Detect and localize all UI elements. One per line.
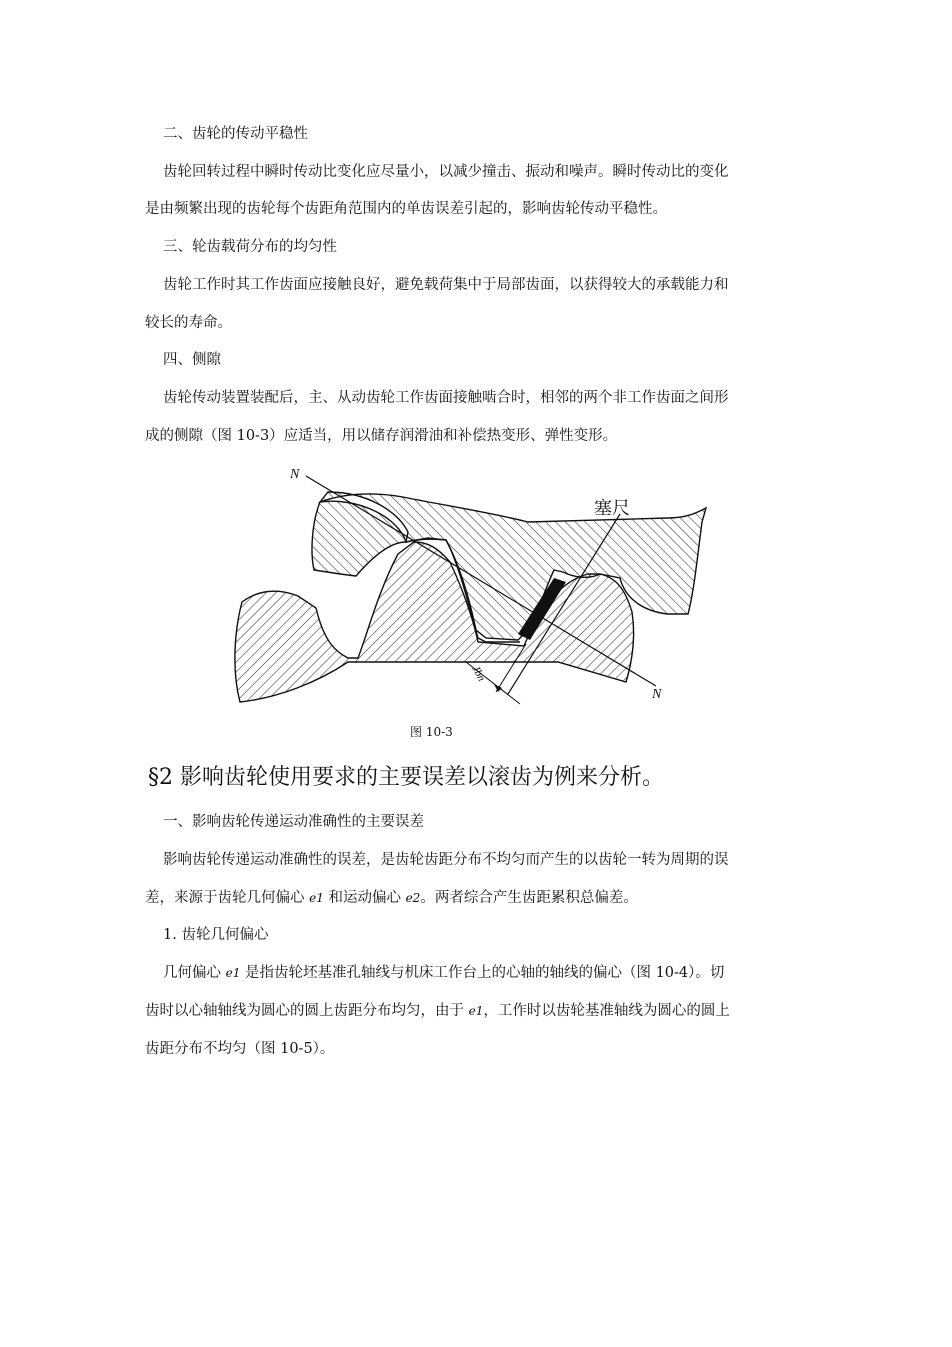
label-feeler-gauge: 塞尺 bbox=[594, 498, 630, 519]
paragraph-line: 齿距分布不均匀（图 10-5）。 bbox=[145, 1041, 335, 1057]
text-run: 差，来源于齿轮几何偏心 bbox=[145, 890, 305, 906]
variable-e1: e1 bbox=[468, 1004, 484, 1018]
paragraph-line bbox=[163, 963, 833, 983]
subsection-title-transmission-accuracy: 一、影响齿轮传递运动准确性的主要误差 bbox=[163, 814, 424, 830]
label-n-bottom: N bbox=[652, 687, 662, 702]
section-title-backlash: 四、侧隙 bbox=[163, 352, 221, 368]
text-run: 。两者综合产生齿距累积总偏差。 bbox=[420, 890, 638, 906]
section-heading-main-errors: §2 影响齿轮使用要求的主要误差以滚齿为例来分析。 bbox=[148, 765, 664, 790]
paragraph-line: 影响齿轮传递运动准确性的误差，是齿轮齿距分布不均匀而产生的以齿轮一转为周期的误 bbox=[163, 852, 729, 868]
text-run: 齿时以心轴轴线为圆心的圆上齿距分布均匀，由于 bbox=[145, 1003, 464, 1019]
label-jbn: Jbn bbox=[469, 663, 488, 684]
figure-caption: 图 10-3 bbox=[410, 725, 453, 739]
text-run: 几何偏心 bbox=[163, 965, 221, 981]
variable-e1: e1 bbox=[225, 966, 241, 980]
paragraph-line bbox=[145, 1001, 815, 1021]
paragraph-line: 齿轮传动装置装配后，主、从动齿轮工作齿面接触啮合时，相邻的两个非工作齿面之间形 bbox=[163, 390, 729, 406]
text-run: 和运动偏心 bbox=[328, 890, 401, 906]
paragraph-line bbox=[145, 888, 815, 908]
paragraph-line: 齿轮回转过程中瞬时传动比变化应尽量小，以减少撞击、振动和噪声。瞬时传动比的变化 bbox=[163, 164, 729, 180]
item-title-geometric-eccentricity: 1. 齿轮几何偏心 bbox=[163, 927, 269, 943]
label-n-top: N bbox=[290, 467, 300, 482]
text-run: ，工作时以齿轮基准轴线为圆心的圆上 bbox=[483, 1003, 730, 1019]
paragraph-line: 是由频繁出现的齿轮每个齿距角范围内的单齿误差引起的，影响齿轮传动平稳性。 bbox=[145, 201, 667, 217]
variable-e1: e1 bbox=[309, 891, 324, 905]
variable-e2: e2 bbox=[405, 891, 421, 905]
section-title-load-distribution: 三、轮齿载荷分布的均匀性 bbox=[163, 239, 337, 255]
text-run: 是指齿轮坯基准孔轴线与机床工作台上的心轴的轴线的偏心（图 10-4）。切 bbox=[244, 965, 725, 981]
paragraph-line: 成的侧隙（图 10-3）应适当，用以储存润滑油和补偿热变形、弹性变形。 bbox=[145, 428, 618, 444]
section-title-smoothness: 二、齿轮的传动平稳性 bbox=[163, 126, 308, 142]
gear-backlash-figure bbox=[228, 462, 708, 712]
paragraph-line: 较长的寿命。 bbox=[145, 315, 232, 331]
paragraph-line: 齿轮工作时其工作齿面应接触良好，避免载荷集中于局部齿面，以获得较大的承载能力和 bbox=[163, 277, 729, 293]
